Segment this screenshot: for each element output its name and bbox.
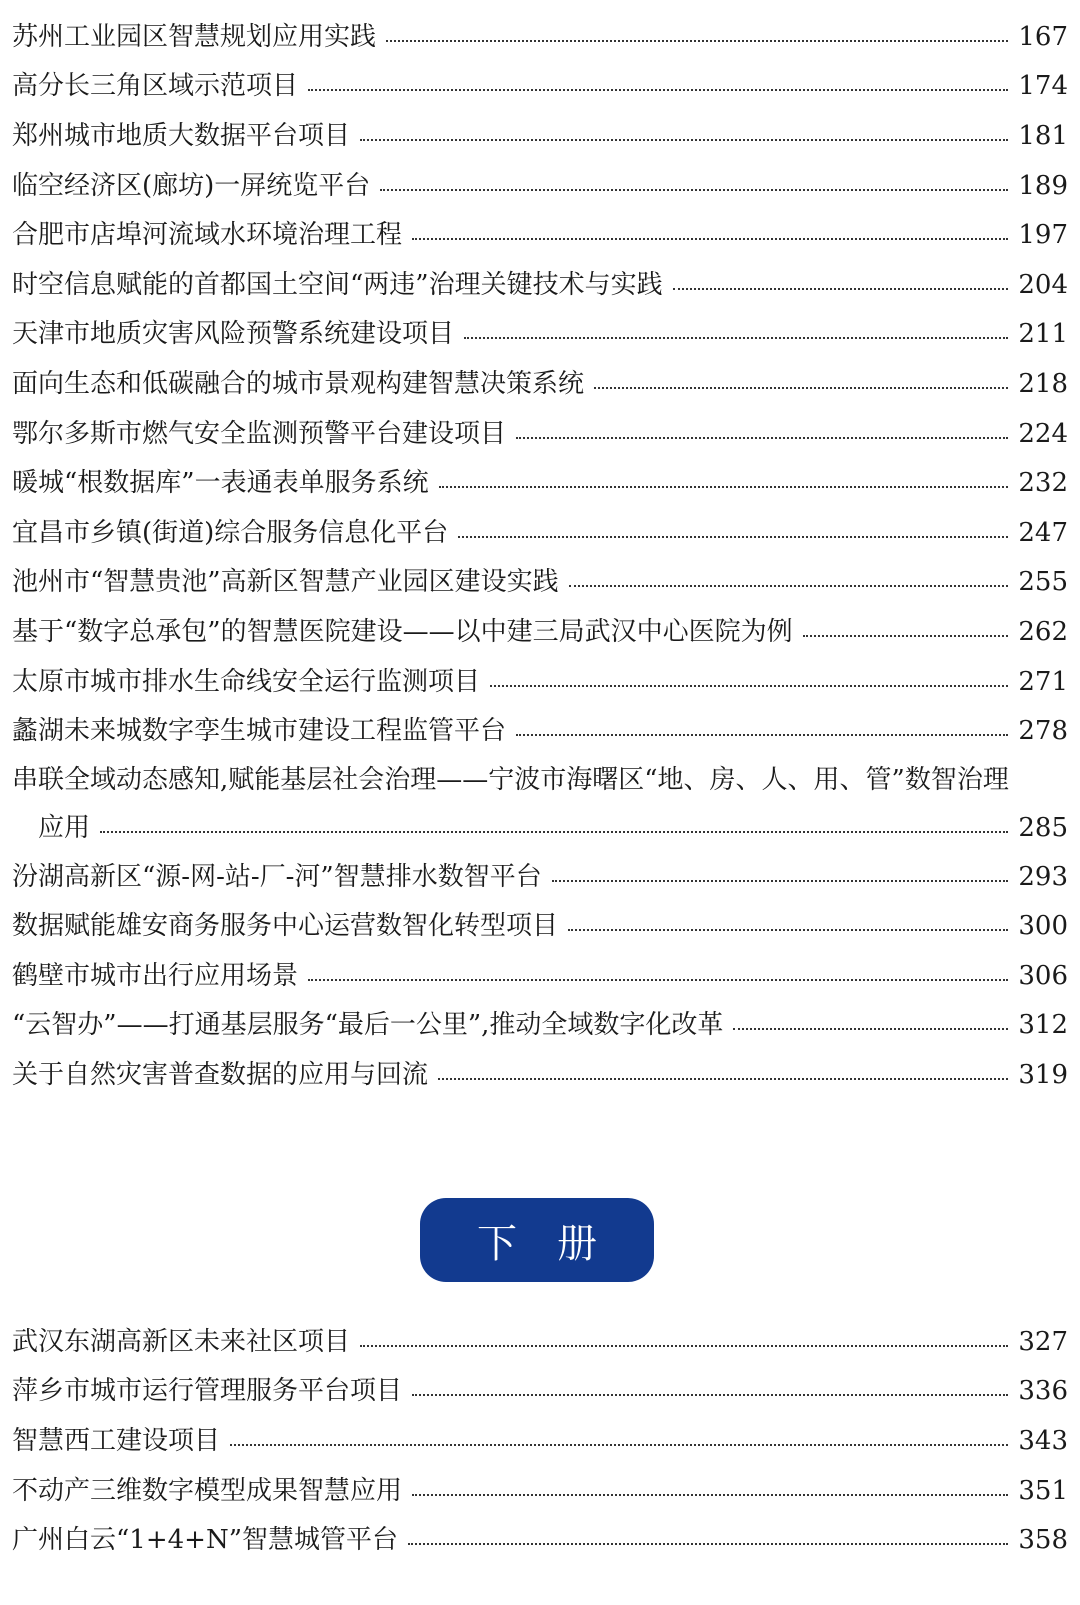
toc-entry-page: 306 xyxy=(1018,960,1068,991)
dot-leader xyxy=(230,1444,1008,1446)
toc-entry-page: 351 xyxy=(1018,1475,1068,1506)
dot-leader xyxy=(733,1028,1008,1030)
toc-entry-title: 关于自然灾害普查数据的应用与回流 xyxy=(12,1060,429,1091)
toc-entry[interactable] xyxy=(12,756,1068,852)
toc-entry-title: 萍乡市城市运行管理服务平台项目 xyxy=(12,1376,403,1407)
toc-entry-page: 211 xyxy=(1018,319,1068,350)
dot-leader xyxy=(594,387,1008,389)
toc-entry[interactable] xyxy=(12,558,1068,608)
toc-entry-title: 鹤壁市城市出行应用场景 xyxy=(12,960,299,991)
volume-heading xyxy=(420,1198,654,1282)
toc-entry-page: 247 xyxy=(1018,517,1068,548)
toc-entry-title: 宜昌市乡镇(街道)综合服务信息化平台 xyxy=(12,517,449,548)
toc-entry-page: 336 xyxy=(1018,1376,1068,1407)
toc-entry[interactable] xyxy=(12,310,1068,360)
toc-entry-title: 蠡湖未来城数字孪生城市建设工程监管平台 xyxy=(12,716,507,747)
toc-entry-title: 鄂尔多斯市燃气安全监测预警平台建设项目 xyxy=(12,418,507,449)
toc-entry[interactable] xyxy=(12,607,1068,657)
toc-entry-title: 天津市地质灾害风险预警系统建设项目 xyxy=(12,319,455,350)
toc-entry-title: 串联全域动态感知,赋能基层社会治理——宁波市海曙区“地、房、人、用、管”数智治理 xyxy=(12,764,1009,795)
toc-entry-title: 太原市城市排水生命线安全运行监测项目 xyxy=(12,666,481,697)
dot-leader xyxy=(360,1345,1008,1347)
dot-leader xyxy=(516,734,1008,736)
toc-entry[interactable] xyxy=(12,706,1068,756)
toc-entry-page: 189 xyxy=(1018,170,1068,201)
dot-leader xyxy=(516,437,1008,439)
dot-leader xyxy=(568,929,1008,931)
toc-entry[interactable] xyxy=(12,1050,1068,1100)
toc-entry-title: 苏州工业园区智慧规划应用实践 xyxy=(12,21,377,52)
toc-entry-title: 智慧西工建设项目 xyxy=(12,1425,221,1456)
toc-entry-title: 时空信息赋能的首都国土空间“两违”治理关键技术与实践 xyxy=(12,269,663,300)
toc-list-upper xyxy=(12,12,1068,1100)
toc-entry[interactable] xyxy=(12,260,1068,310)
dot-leader xyxy=(386,40,1008,42)
toc-entry[interactable] xyxy=(12,657,1068,707)
dot-leader xyxy=(552,880,1008,882)
dot-leader xyxy=(464,337,1008,339)
toc-entry[interactable] xyxy=(12,1515,1068,1565)
toc-entry[interactable] xyxy=(12,12,1068,62)
toc-entry[interactable] xyxy=(12,210,1068,260)
toc-entry[interactable] xyxy=(12,409,1068,459)
toc-entry[interactable] xyxy=(12,161,1068,211)
dot-leader xyxy=(380,189,1008,191)
toc-entry-page: 293 xyxy=(1018,861,1068,892)
toc-entry[interactable] xyxy=(12,951,1068,1001)
toc-entry-page: 271 xyxy=(1018,666,1068,697)
toc-entry-title: 广州白云“1+4+N”智慧城管平台 xyxy=(12,1525,398,1556)
toc-entry-page: 174 xyxy=(1018,71,1068,102)
toc-entry-page: 232 xyxy=(1018,468,1068,499)
toc-entry-page: 319 xyxy=(1018,1060,1068,1091)
dot-leader xyxy=(360,139,1008,141)
toc-entry[interactable] xyxy=(12,1001,1068,1051)
toc-entry[interactable] xyxy=(12,1367,1068,1417)
toc-entry-page: 262 xyxy=(1018,616,1068,647)
dot-leader xyxy=(308,979,1008,981)
toc-entry-title: 数据赋能雄安商务服务中心运营数智化转型项目 xyxy=(12,911,559,942)
toc-entry[interactable] xyxy=(12,1416,1068,1466)
toc-entry-title: 郑州城市地质大数据平台项目 xyxy=(12,120,351,151)
toc-list-lower xyxy=(12,1317,1068,1565)
dot-leader xyxy=(569,585,1008,587)
toc-entry-page: 358 xyxy=(1018,1525,1068,1556)
dot-leader xyxy=(490,685,1008,687)
toc-entry[interactable] xyxy=(12,852,1068,902)
toc-entry-page: 218 xyxy=(1018,368,1068,399)
toc-entry[interactable] xyxy=(12,62,1068,112)
toc-entry-page: 204 xyxy=(1018,269,1068,300)
toc-entry-title: 汾湖高新区“源-网-站-厂-河”智慧排水数智平台 xyxy=(12,861,542,892)
toc-entry-title-continued: 应用 xyxy=(38,812,91,843)
toc-entry-title: 暖城“根数据库”一表通表单服务系统 xyxy=(12,468,429,499)
toc-entry[interactable] xyxy=(12,1466,1068,1516)
toc-entry-title: 不动产三维数字模型成果智慧应用 xyxy=(12,1475,403,1506)
dot-leader xyxy=(308,89,1008,91)
dot-leader xyxy=(439,486,1008,488)
toc-entry-page: 312 xyxy=(1018,1010,1068,1041)
dot-leader xyxy=(458,536,1008,538)
toc-entry-page: 224 xyxy=(1018,418,1068,449)
toc-entry-title: 武汉东湖高新区未来社区项目 xyxy=(12,1326,351,1357)
toc-entry[interactable] xyxy=(12,458,1068,508)
toc-entry[interactable] xyxy=(12,1317,1068,1367)
toc-entry-title: 合肥市店埠河流域水环境治理工程 xyxy=(12,220,403,251)
toc-entry-page: 300 xyxy=(1018,911,1068,942)
toc-entry[interactable] xyxy=(12,111,1068,161)
toc-entry-title: 基于“数字总承包”的智慧医院建设——以中建三局武汉中心医院为例 xyxy=(12,616,793,647)
toc-entry[interactable] xyxy=(12,902,1068,952)
toc-entry-page: 181 xyxy=(1018,120,1068,151)
toc-entry-page: 167 xyxy=(1018,21,1068,52)
toc-entry-page: 343 xyxy=(1018,1425,1068,1456)
toc-entry-title: 面向生态和低碳融合的城市景观构建智慧决策系统 xyxy=(12,368,585,399)
toc-entry[interactable] xyxy=(12,359,1068,409)
toc-entry[interactable] xyxy=(12,508,1068,558)
toc-entry-title: 临空经济区(廊坊)一屏统览平台 xyxy=(12,170,371,201)
dot-leader xyxy=(412,1394,1008,1396)
toc-entry-title: “云智办”——打通基层服务“最后一公里”,推动全域数字化改革 xyxy=(12,1010,724,1041)
toc-entry-page: 278 xyxy=(1018,716,1068,747)
toc-entry-title: 高分长三角区域示范项目 xyxy=(12,71,299,102)
dot-leader xyxy=(408,1543,1008,1545)
toc-entry-page: 327 xyxy=(1018,1326,1068,1357)
toc-entry-title: 池州市“智慧贵池”高新区智慧产业园区建设实践 xyxy=(12,567,559,598)
dot-leader xyxy=(673,288,1008,290)
dot-leader xyxy=(412,238,1008,240)
volume-label: 下册 xyxy=(477,1220,637,1267)
toc-entry-page: 285 xyxy=(1018,812,1068,843)
dot-leader xyxy=(438,1078,1008,1080)
toc-entry-page: 255 xyxy=(1018,567,1068,598)
dot-leader xyxy=(100,831,1008,833)
dot-leader xyxy=(803,635,1008,637)
toc-entry-page: 197 xyxy=(1018,220,1068,251)
dot-leader xyxy=(412,1494,1008,1496)
